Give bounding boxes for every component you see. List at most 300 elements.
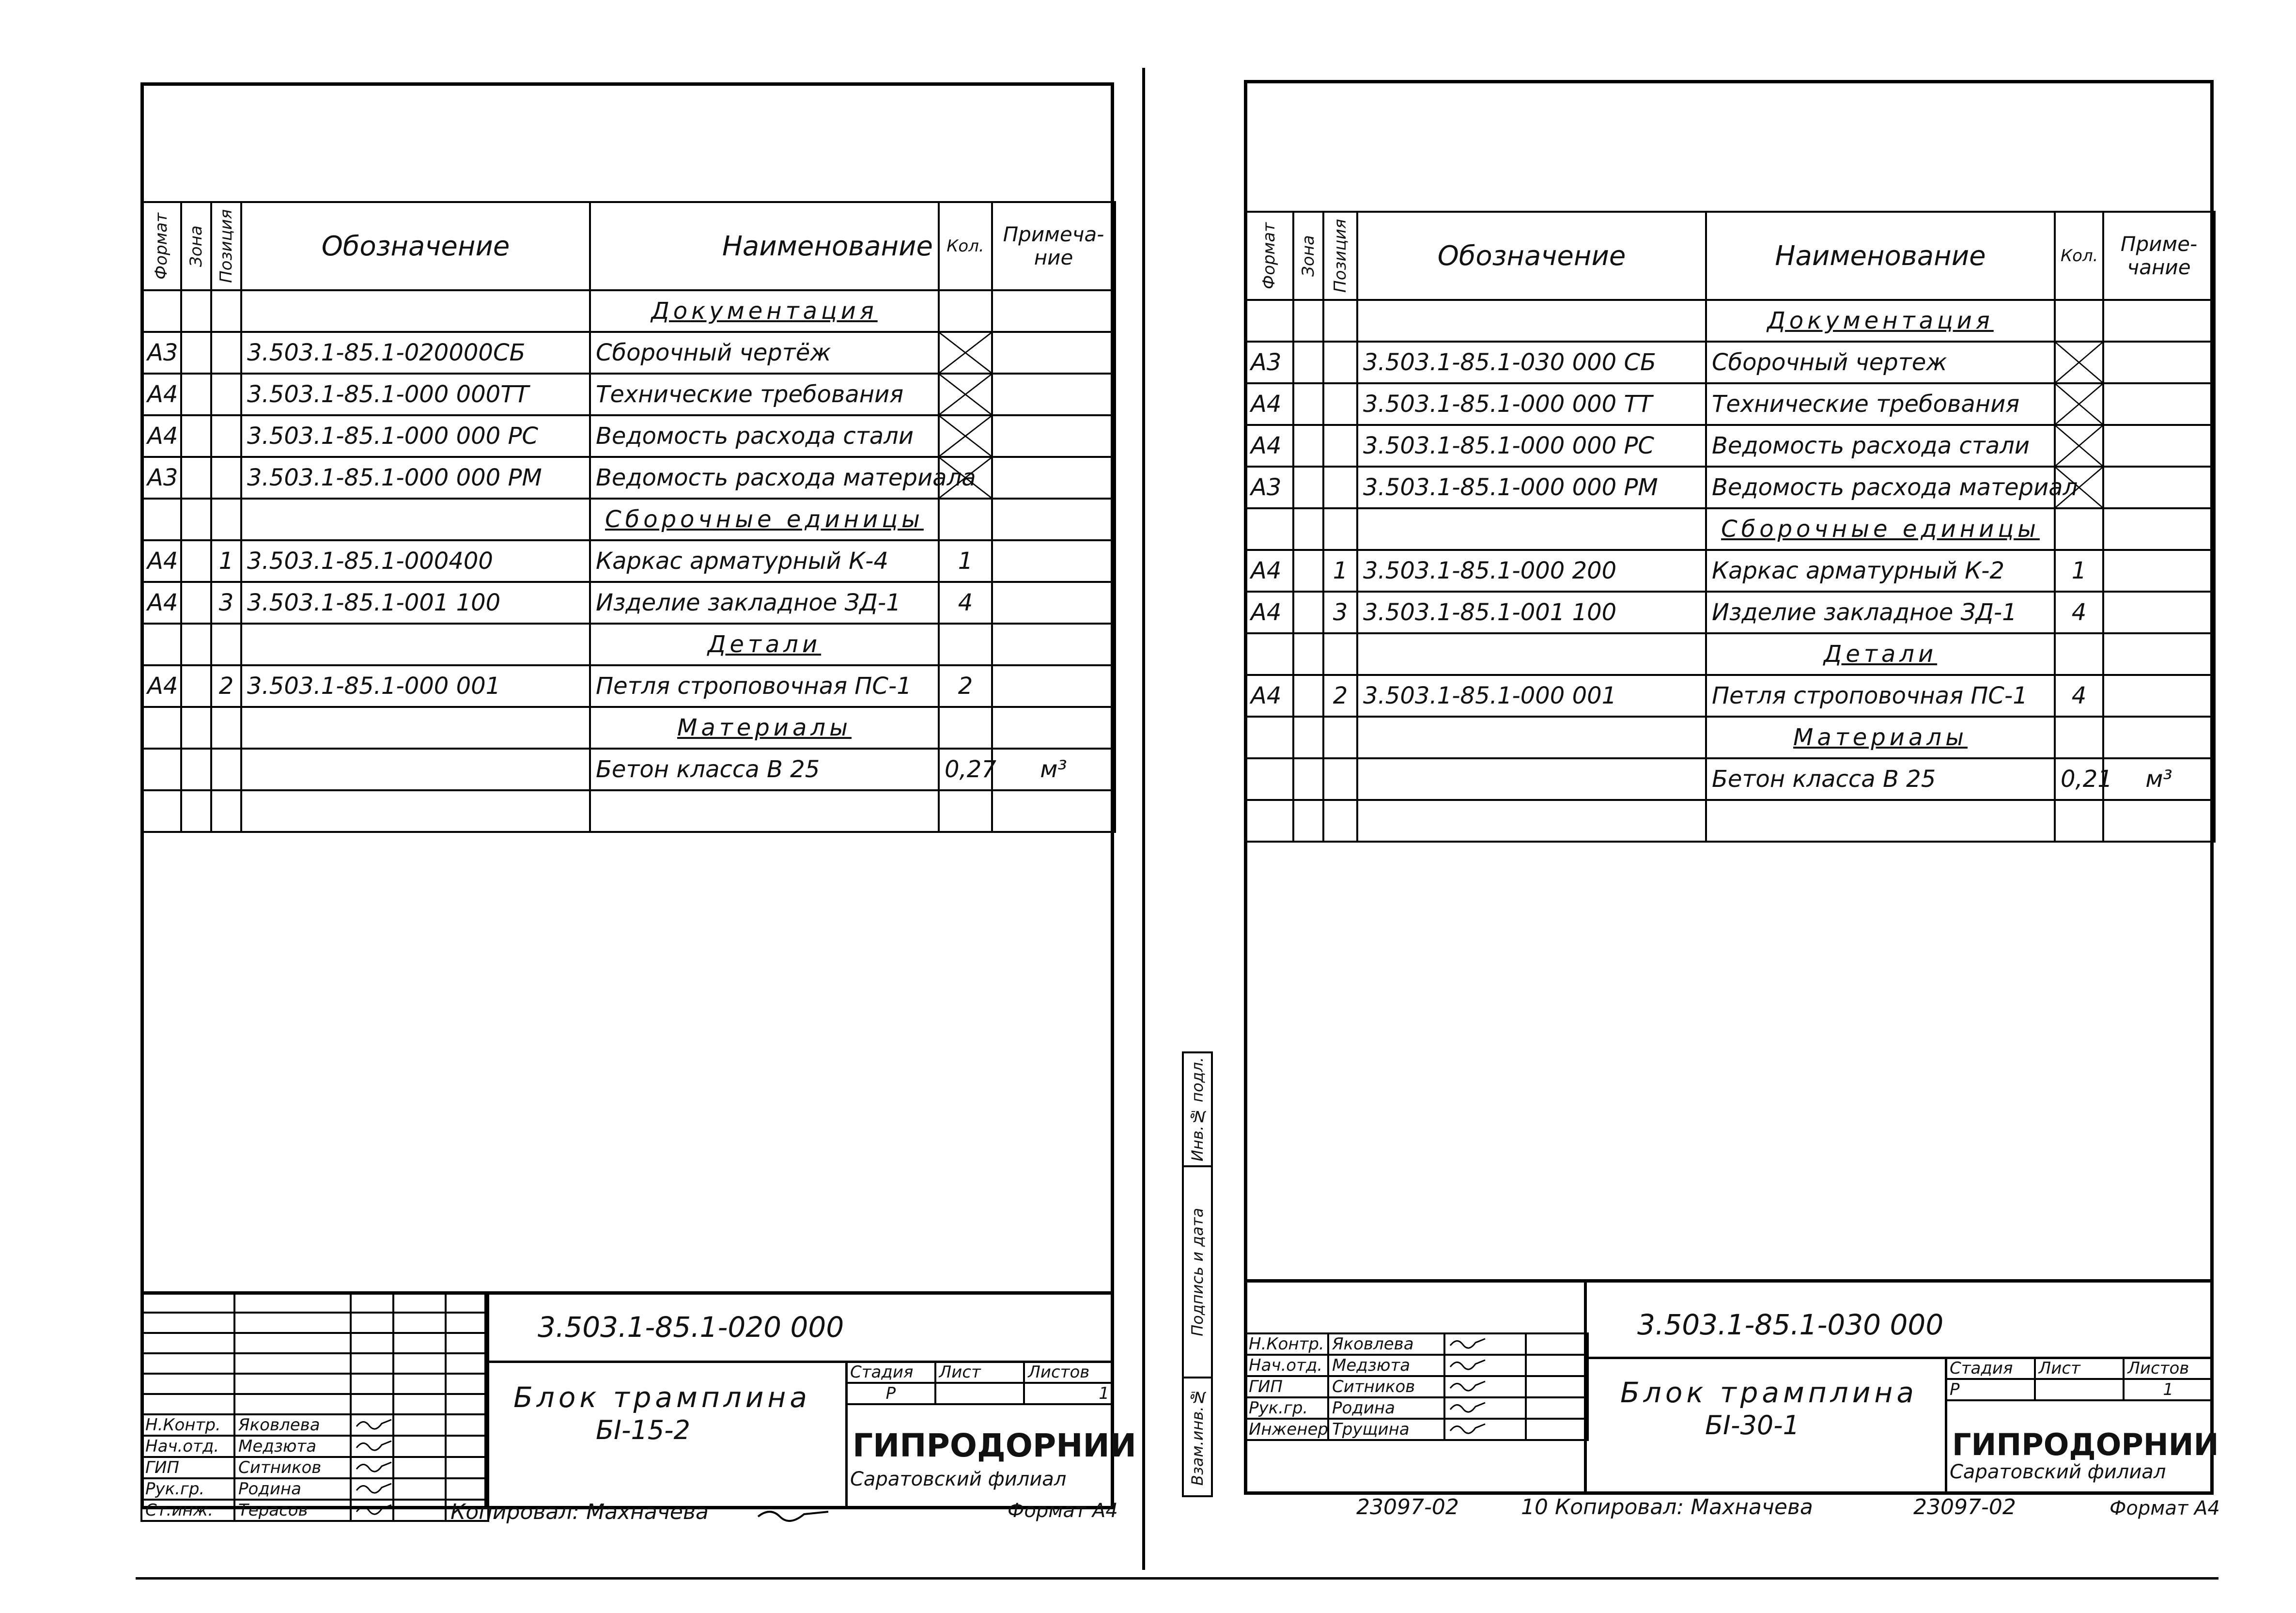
not-applicable-mark <box>2055 383 2103 425</box>
cell-note <box>2103 800 2215 842</box>
cell-pos: 3 <box>1323 592 1357 633</box>
stamp-person-name: Трущина <box>1328 1419 1444 1440</box>
empty-cell <box>939 499 992 540</box>
table-row <box>1245 550 2215 592</box>
right-footer-right-code: 23097-02 <box>1913 1495 2016 1519</box>
cell-format: А3 <box>141 332 181 374</box>
cell-zone <box>181 374 211 415</box>
table-row <box>141 582 1115 624</box>
empty-cell <box>1526 1419 1588 1440</box>
cell-note <box>2103 425 2215 467</box>
signature <box>351 1478 393 1500</box>
cell-pos <box>1323 758 1357 800</box>
cell-note: м³ <box>992 749 1115 790</box>
table-row <box>141 540 1115 582</box>
empty-cell <box>1245 300 1293 342</box>
stamp-role: Инженер <box>1245 1419 1328 1440</box>
section-row <box>141 290 1115 332</box>
cell-format <box>1245 758 1293 800</box>
cell-name: Изделие закладное ЗД-1 <box>590 582 939 624</box>
cell-name: Каркас арматурный К-4 <box>590 540 939 582</box>
empty-cell <box>446 1374 488 1394</box>
cell-name: Бетон класса В 25 <box>590 749 939 790</box>
right-spec-body <box>1245 300 2215 842</box>
left-sheets-label: Листов <box>1024 1362 1113 1383</box>
cell-pos <box>1323 467 1357 508</box>
cell-note <box>2103 550 2215 592</box>
not-applicable-mark <box>939 332 992 374</box>
empty-cell <box>351 1292 393 1313</box>
empty-cell <box>2103 633 2215 675</box>
stamp-person-name: Родина <box>234 1478 351 1500</box>
cell-name: Технические требования <box>590 374 939 415</box>
side-label-replace: Взам.инв.№ <box>1183 1378 1212 1496</box>
cell-name <box>1706 800 2055 842</box>
empty-cell <box>393 1292 446 1313</box>
stamp-person-name: Медзюта <box>1328 1355 1444 1376</box>
cell-zone <box>1293 800 1323 842</box>
left-sheet-value <box>935 1383 1024 1404</box>
empty-cell <box>234 1292 351 1313</box>
signature <box>1444 1355 1526 1376</box>
cell-note <box>2103 383 2215 425</box>
table-row <box>1245 800 2215 842</box>
empty-cell <box>1526 1397 1588 1419</box>
stamp-person-name: Яковлева <box>234 1414 351 1436</box>
table-row <box>141 790 1115 832</box>
empty-cell <box>446 1478 488 1500</box>
cell-zone <box>181 457 211 499</box>
cell-pos: 2 <box>211 665 241 707</box>
cell-qty: 4 <box>2055 675 2103 717</box>
cell-name: Петля строповочная ПС-1 <box>590 665 939 707</box>
empty-cell <box>1245 633 1293 675</box>
cell-note <box>992 540 1115 582</box>
empty-cell <box>141 1394 234 1414</box>
stamp-role: Рук.гр. <box>1245 1397 1328 1419</box>
cell-pos <box>1323 425 1357 467</box>
section-row <box>141 707 1115 749</box>
empty-cell <box>393 1478 446 1500</box>
side-label-inv: Инв.№ подл. <box>1183 1052 1212 1166</box>
empty-cell <box>1293 508 1323 550</box>
cell-name: Ведомость расхода стали <box>1706 425 2055 467</box>
empty-cell <box>992 624 1115 665</box>
empty-cell <box>1526 1376 1588 1397</box>
empty-cell <box>992 707 1115 749</box>
not-applicable-mark <box>939 415 992 457</box>
cell-designation: 3.503.1-85.1-000 200 <box>1357 550 1706 592</box>
empty-cell <box>1357 300 1706 342</box>
empty-cell <box>393 1414 446 1436</box>
signature <box>1444 1333 1526 1355</box>
left-spec-body <box>141 290 1115 832</box>
empty-cell <box>234 1313 351 1333</box>
empty-cell <box>351 1374 393 1394</box>
header-note: Приме-чание <box>2103 212 2215 300</box>
empty-cell <box>141 499 181 540</box>
left-footer-copied: Копировал: Махначева <box>450 1500 709 1524</box>
empty-cell <box>393 1500 446 1521</box>
section-title: Документация <box>1706 300 2055 342</box>
table-row <box>1245 675 2215 717</box>
right-stamp-stage <box>1945 1357 2214 1401</box>
left-spec-table <box>140 201 1116 833</box>
cell-format: А3 <box>141 457 181 499</box>
cell-designation: 3.503.1-85.1-000 000ТТ <box>241 374 590 415</box>
header-format: Формат <box>1245 212 1293 300</box>
header-zone: Зона <box>181 202 211 290</box>
cell-designation <box>1357 800 1706 842</box>
header-note: Примеча-ние <box>992 202 1115 290</box>
header-format: Формат <box>141 202 181 290</box>
stamp-person-name: Ситников <box>1328 1376 1444 1397</box>
cell-pos <box>211 415 241 457</box>
cell-name: Каркас арматурный К-2 <box>1706 550 2055 592</box>
right-sheets-value: 1 <box>2124 1379 2213 1400</box>
empty-cell <box>351 1394 393 1414</box>
cell-zone <box>181 749 211 790</box>
empty-cell <box>2055 508 2103 550</box>
empty-cell <box>351 1333 393 1353</box>
cell-zone <box>181 665 211 707</box>
cell-designation: 3.503.1-85.1-000 001 <box>241 665 590 707</box>
cell-note <box>992 457 1115 499</box>
stamp-role: ГИП <box>141 1457 234 1478</box>
cell-name: Петля строповочная ПС-1 <box>1706 675 2055 717</box>
table-row <box>1245 383 2215 425</box>
cell-name: Ведомость расхода материал <box>1706 467 2055 508</box>
cell-note <box>2103 675 2215 717</box>
stamp-person-row <box>141 1414 488 1436</box>
empty-cell <box>141 707 181 749</box>
empty-cell <box>446 1313 488 1333</box>
stamp-person-row <box>141 1436 488 1457</box>
left-stamp-code: 3.503.1-85.1-020 000 <box>538 1311 844 1344</box>
empty-cell <box>141 1353 234 1374</box>
empty-cell <box>241 290 590 332</box>
stamp-person-name: Ситников <box>234 1457 351 1478</box>
cell-format: А3 <box>1245 342 1293 383</box>
stamp-person-row <box>1245 1419 1588 1440</box>
section-row <box>1245 508 2215 550</box>
left-org-name: ГИПРОДОРНИИ <box>853 1427 1136 1464</box>
stamp-role: Н.Контр. <box>1245 1333 1328 1355</box>
right-stamp-code: 3.503.1-85.1-030 000 <box>1637 1308 1944 1341</box>
signature <box>1444 1419 1526 1440</box>
cell-qty: 0,21 <box>2055 758 2103 800</box>
cell-note <box>992 374 1115 415</box>
cell-designation: 3.503.1-85.1-000 000 РС <box>241 415 590 457</box>
not-applicable-mark <box>2055 342 2103 383</box>
empty-cell <box>1293 717 1323 758</box>
cell-note <box>992 790 1115 832</box>
stamp-person-row <box>1245 1333 1588 1355</box>
cell-format: А4 <box>1245 550 1293 592</box>
empty-cell <box>1323 300 1357 342</box>
empty-cell <box>181 290 211 332</box>
right-sheet-value <box>2035 1379 2124 1400</box>
empty-cell <box>446 1457 488 1478</box>
right-stamp-people <box>1244 1332 1589 1441</box>
cell-qty <box>939 790 992 832</box>
cell-qty <box>2055 800 2103 842</box>
section-title: Материалы <box>1706 717 2055 758</box>
table-row <box>141 374 1115 415</box>
empty-cell <box>141 1333 234 1353</box>
cell-pos <box>1323 342 1357 383</box>
cell-format <box>141 790 181 832</box>
right-footer-copied: Копировал: Махначева <box>1555 1495 1813 1519</box>
empty-cell <box>939 624 992 665</box>
empty-cell <box>393 1333 446 1353</box>
cell-format: А4 <box>1245 425 1293 467</box>
section-title: Детали <box>590 624 939 665</box>
left-copier-signature <box>756 1504 833 1524</box>
cell-format: А4 <box>141 415 181 457</box>
stamp-person-name: Медзюта <box>234 1436 351 1457</box>
cell-zone <box>181 582 211 624</box>
cell-qty: 2 <box>939 665 992 707</box>
cell-pos <box>211 457 241 499</box>
cell-zone <box>181 540 211 582</box>
left-org-branch: Саратовский филиал <box>850 1468 1067 1490</box>
empty-cell <box>181 624 211 665</box>
stamp-person-name: Яковлева <box>1328 1333 1444 1355</box>
cell-name: Технические требования <box>1706 383 2055 425</box>
not-applicable-mark <box>939 374 992 415</box>
left-stage-value: Р <box>846 1383 935 1404</box>
empty-cell <box>446 1333 488 1353</box>
empty-cell <box>393 1374 446 1394</box>
empty-cell <box>141 290 181 332</box>
header-name: Наименование <box>1706 212 2055 300</box>
stamp-person-row <box>141 1500 488 1521</box>
cell-zone <box>1293 342 1323 383</box>
empty-cell <box>351 1313 393 1333</box>
cell-designation <box>241 749 590 790</box>
empty-cell <box>446 1353 488 1374</box>
cell-name: Изделие закладное ЗД-1 <box>1706 592 2055 633</box>
right-stamp-title1: Блок трамплина <box>1620 1376 1918 1409</box>
cell-name: Ведомость расхода стали <box>590 415 939 457</box>
cell-pos: 1 <box>211 540 241 582</box>
signature <box>351 1457 393 1478</box>
empty-cell <box>1357 508 1706 550</box>
cell-qty: 1 <box>939 540 992 582</box>
empty-cell <box>1293 633 1323 675</box>
cell-pos <box>1323 800 1357 842</box>
cell-zone <box>181 332 211 374</box>
left-stamp-title1: Блок трамплина <box>513 1381 811 1414</box>
section-row <box>141 624 1115 665</box>
cell-designation: 3.503.1-85.1-000 000 РМ <box>1357 467 1706 508</box>
right-org-branch: Саратовский филиал <box>1950 1461 2166 1483</box>
empty-cell <box>446 1436 488 1457</box>
cell-zone <box>1293 467 1323 508</box>
table-row <box>141 415 1115 457</box>
stamp-role: Рук.гр. <box>141 1478 234 1500</box>
cell-designation: 3.503.1-85.1-001 100 <box>1357 592 1706 633</box>
empty-cell <box>2103 717 2215 758</box>
cell-format: А3 <box>1245 467 1293 508</box>
cell-note: м³ <box>2103 758 2215 800</box>
empty-cell <box>2103 508 2215 550</box>
cell-designation: 3.503.1-85.1-000 001 <box>1357 675 1706 717</box>
cell-format: А4 <box>141 582 181 624</box>
table-row <box>1245 758 2215 800</box>
cell-designation: 3.503.1-85.1-000400 <box>241 540 590 582</box>
empty-cell <box>393 1353 446 1374</box>
header-qty: Кол. <box>2055 212 2103 300</box>
table-row <box>1245 467 2215 508</box>
cell-name: Бетон класса В 25 <box>1706 758 2055 800</box>
not-applicable-mark <box>939 457 992 499</box>
stamp-person-row <box>1245 1376 1588 1397</box>
empty-cell <box>1323 717 1357 758</box>
cell-qty: 1 <box>2055 550 2103 592</box>
empty-cell <box>351 1353 393 1374</box>
not-applicable-mark <box>2055 425 2103 467</box>
table-row <box>1245 342 2215 383</box>
cell-note <box>2103 467 2215 508</box>
header-designation: Обозначение <box>1357 212 1706 300</box>
cell-note <box>2103 342 2215 383</box>
left-stamp-stage <box>845 1361 1114 1405</box>
cell-note <box>992 415 1115 457</box>
empty-cell <box>211 624 241 665</box>
right-footer-page: 10 <box>1521 1495 1548 1519</box>
section-row <box>1245 717 2215 758</box>
section-title: Сборочные единицы <box>590 499 939 540</box>
right-stamp-title2: БI-30-1 <box>1705 1410 1800 1441</box>
cell-designation: 3.503.1-85.1-000 000 ТТ <box>1357 383 1706 425</box>
empty-cell <box>141 624 181 665</box>
empty-cell <box>1245 717 1293 758</box>
empty-cell <box>939 707 992 749</box>
cell-pos: 1 <box>1323 550 1357 592</box>
cell-format: А4 <box>1245 675 1293 717</box>
empty-cell <box>2055 300 2103 342</box>
right-stage-value: Р <box>1946 1379 2035 1400</box>
header-position: Позиция <box>1323 212 1357 300</box>
section-title: Детали <box>1706 633 2055 675</box>
section-title: Документация <box>590 290 939 332</box>
cell-note <box>992 332 1115 374</box>
stamp-role: ГИП <box>1245 1376 1328 1397</box>
empty-cell <box>234 1353 351 1374</box>
signature <box>1444 1397 1526 1419</box>
cell-designation: 3.503.1-85.1-030 000 СБ <box>1357 342 1706 383</box>
cell-name <box>590 790 939 832</box>
right-footer-left-code: 23097-02 <box>1356 1495 1459 1519</box>
empty-cell <box>181 499 211 540</box>
not-applicable-mark <box>2055 467 2103 508</box>
empty-cell <box>393 1457 446 1478</box>
empty-cell <box>393 1394 446 1414</box>
table-row <box>141 457 1115 499</box>
empty-cell <box>234 1394 351 1414</box>
cell-name: Ведомость расхода материала <box>590 457 939 499</box>
table-row <box>141 332 1115 374</box>
empty-cell <box>446 1292 488 1313</box>
empty-cell <box>992 499 1115 540</box>
section-title: Материалы <box>590 707 939 749</box>
signature <box>351 1436 393 1457</box>
cell-zone <box>1293 425 1323 467</box>
empty-cell <box>1323 508 1357 550</box>
cell-designation: 3.503.1-85.1-020000СБ <box>241 332 590 374</box>
empty-cell <box>141 1292 234 1313</box>
cell-qty: 4 <box>2055 592 2103 633</box>
left-stamp-title2: БI-15-2 <box>596 1415 691 1445</box>
empty-cell <box>1245 508 1293 550</box>
section-row <box>1245 633 2215 675</box>
stamp-person-row <box>1245 1355 1588 1376</box>
table-row <box>1245 592 2215 633</box>
empty-cell <box>181 707 211 749</box>
cell-format: А4 <box>141 665 181 707</box>
empty-cell <box>1323 633 1357 675</box>
empty-cell <box>1526 1333 1588 1355</box>
empty-cell <box>211 290 241 332</box>
empty-cell <box>393 1313 446 1333</box>
cell-note <box>992 665 1115 707</box>
empty-cell <box>939 290 992 332</box>
empty-cell <box>446 1414 488 1436</box>
empty-cell <box>234 1333 351 1353</box>
cell-qty: 0,27 <box>939 749 992 790</box>
cell-pos: 3 <box>211 582 241 624</box>
table-row <box>141 665 1115 707</box>
empty-cell <box>992 290 1115 332</box>
empty-cell <box>393 1436 446 1457</box>
left-stage-label: Стадия <box>846 1362 935 1383</box>
stamp-role: Нач.отд. <box>141 1436 234 1457</box>
empty-cell <box>211 707 241 749</box>
cell-designation <box>1357 758 1706 800</box>
right-sheets-label: Листов <box>2124 1358 2213 1379</box>
cell-pos: 2 <box>1323 675 1357 717</box>
cell-format: А4 <box>141 540 181 582</box>
empty-cell <box>446 1394 488 1414</box>
cell-zone <box>1293 675 1323 717</box>
cell-note <box>992 582 1115 624</box>
cell-pos <box>1323 383 1357 425</box>
stamp-role: Ст.инж. <box>141 1500 234 1521</box>
empty-cell <box>241 499 590 540</box>
stamp-role: Н.Контр. <box>141 1414 234 1436</box>
cell-format <box>141 749 181 790</box>
cell-designation <box>241 790 590 832</box>
cell-zone <box>1293 383 1323 425</box>
signature <box>351 1500 393 1521</box>
cell-name: Сборочный чертёж <box>590 332 939 374</box>
bottom-rule <box>136 1577 2218 1580</box>
empty-cell <box>234 1374 351 1394</box>
table-row <box>1245 425 2215 467</box>
left-footer-format: Формат А4 <box>1008 1500 1118 1522</box>
signature <box>351 1414 393 1436</box>
cell-zone <box>181 790 211 832</box>
empty-cell <box>241 624 590 665</box>
cell-format <box>1245 800 1293 842</box>
empty-cell <box>141 1374 234 1394</box>
cell-name: Сборочный чертеж <box>1706 342 2055 383</box>
stamp-person-name: Родина <box>1328 1397 1444 1419</box>
empty-cell <box>1357 717 1706 758</box>
right-stage-label: Стадия <box>1946 1358 2035 1379</box>
